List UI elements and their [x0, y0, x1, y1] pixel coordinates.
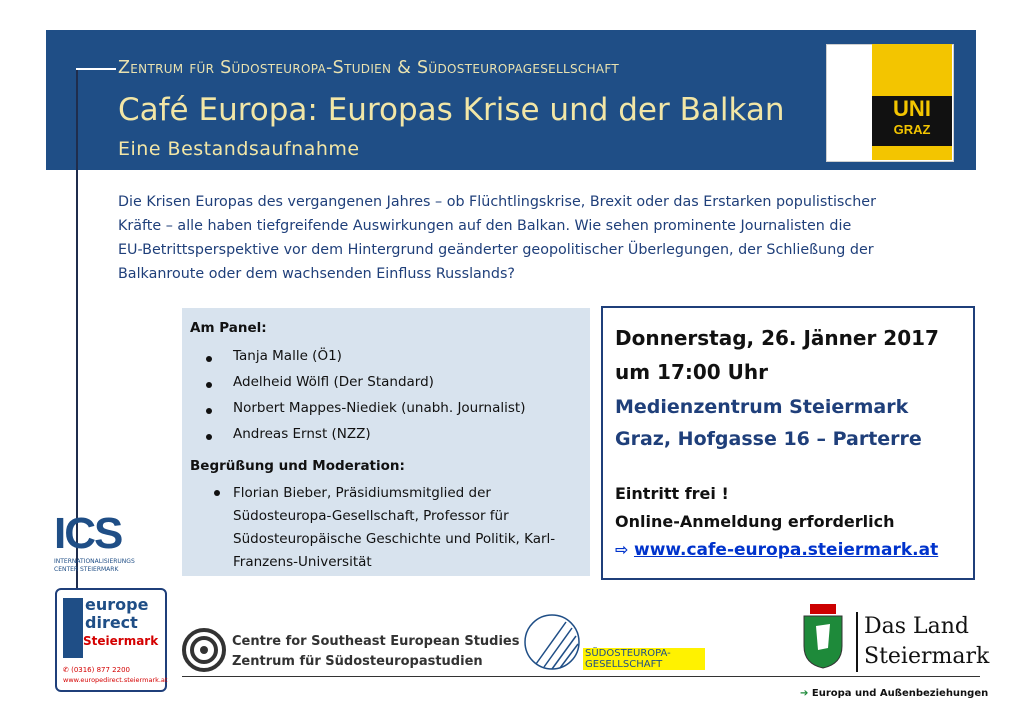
intro-paragraph: Die Krisen Europas des vergangenen Jahres – ob Flüchtlingskrise, Brexit oder das Erstarken populistischer Kräfte – alle haben tiefgreifende Auswirkungen auf den Balkan. Wie sehen prominente Journalisten die EU-Betrittsperspektive vor dem Hintergrund geänderter geopolitischer Überlegungen, der Schließung der Balkanroute oder dem wachsenden Einfluss Russlands?: [118, 194, 876, 282]
bullet-icon: [206, 434, 212, 440]
land-name-2: Steiermark: [864, 644, 990, 669]
europe-direct-phone: ✆ (0316) 877 2200: [63, 666, 130, 674]
europe-direct-i-icon: [63, 598, 83, 658]
page-title: Café Europa: Europas Krise und der Balkan: [118, 92, 785, 128]
europe-direct-logo: [55, 588, 167, 692]
bullet-icon: [206, 382, 212, 388]
land-name-1: Das Land: [864, 614, 970, 639]
footer-divider: [182, 676, 980, 677]
event-admission: Eintritt frei !: [615, 484, 729, 503]
page-subtitle: Eine Bestandsaufnahme: [118, 138, 360, 160]
arrow-right-icon: ➔: [800, 688, 809, 699]
event-box: [601, 306, 975, 580]
bullet-icon: [206, 408, 212, 414]
ics-logo-sub1: INTERNATIONALISIERUNGS: [54, 558, 135, 565]
bullet-icon: [214, 490, 220, 496]
land-steiermark-logo: [856, 612, 989, 672]
europe-direct-web: www.europedirect.steiermark.at: [63, 676, 168, 684]
event-venue: Medienzentrum Steiermark: [615, 396, 909, 418]
uni-graz-logo-uni: UNI: [893, 96, 931, 121]
csees-name-de: Zentrum für Südosteuropastudien: [232, 654, 483, 669]
europe-direct-line2: direct: [85, 613, 138, 632]
sog-name-2: GESELLSCHAFT: [585, 659, 663, 670]
panel-heading: Am Panel:: [190, 320, 267, 336]
sog-logo-text: [583, 648, 705, 670]
uni-graz-logo-graz: GRAZ: [893, 122, 931, 137]
europe-direct-line1: europe: [85, 595, 149, 614]
event-time: um 17:00 Uhr: [615, 360, 769, 384]
bullet-icon: [206, 356, 212, 362]
registration-link[interactable]: www.cafe-europa.steiermark.at: [633, 540, 939, 560]
organizer-line: Zentrum für Südosteuropa-Studien & Südosteuropagesellschaft: [118, 58, 620, 78]
footer-link[interactable]: Europa und Außenbeziehungen: [811, 688, 989, 699]
arrow-icon: ⇨: [615, 540, 629, 559]
ics-logo-text: ICS: [54, 509, 122, 558]
event-registration: Online-Anmeldung erforderlich: [615, 512, 895, 531]
csees-name-en: Centre for Southeast European Studies: [232, 634, 520, 649]
steiermark-coat-of-arms-icon: [800, 604, 846, 670]
moderator: Florian Bieber, Präsidiumsmitglied der Südosteuropa-Gesellschaft, Professor für Südosteuropäische Geschichte und Politik, Karl-Franzens-Universität: [233, 485, 556, 570]
event-link-row: [615, 540, 938, 560]
ics-logo-sub2: CENTER STEIERMARK: [54, 566, 119, 573]
header-rule: [76, 68, 116, 70]
csees-logo-icon: [182, 628, 226, 672]
event-address: Graz, Hofgasse 16 – Parterre: [615, 428, 922, 450]
sog-name-1: SÜDOSTEUROPA-: [585, 648, 671, 659]
panel-box: Am Panel: Tanja Malle (Ö1) Adelheid Wölfl (Der Standard) Norbert Mappes-Niediek (unabh. Journalist) Andreas Ernst (NZZ) Begrüßung und Moderation: Florian Bieber, Präsidiumsmitglied der Südosteuropa-Gesellschaft, Professor für Südosteuropäische Geschichte und Politik, Karl-Franzens-Universität: [182, 308, 590, 576]
event-date: Donnerstag, 26. Jänner 2017: [615, 326, 939, 350]
europe-direct-line3: Steiermark: [83, 634, 159, 648]
footer-link-row: [800, 688, 988, 699]
sog-logo-icon: [522, 612, 582, 672]
csees-name: [232, 632, 520, 672]
moderation-heading: Begrüßung und Moderation:: [190, 458, 405, 474]
